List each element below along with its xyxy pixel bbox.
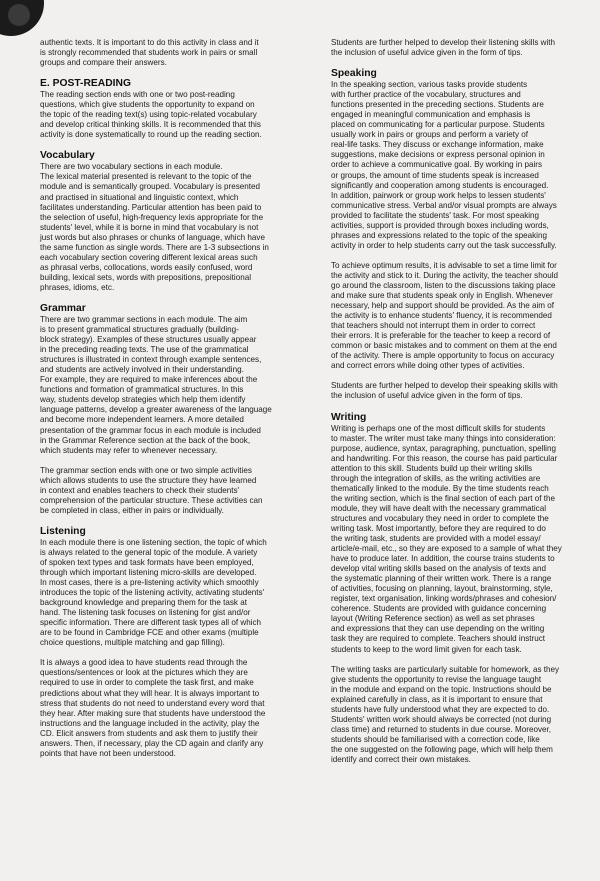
speaking-paragraph-2: To achieve optimum results, it is advisable to set a time limit for the activity and stick to it. During the activity, the teacher should go around the classroom, listen to the discussions taking place and make sure that students speak only in English. Whenever necessary, help and support should be provided. As the aim of the activity is to enhance students' fluency, it is recommended that teachers should not interrupt them in order to correct their errors. It is preferable for the teacher to keep a record of common or basic mistakes and to comment on them at the end of the activity. There is ample opportunity to focus on accuracy and correct errors while doing other types of activities.	[331, 260, 559, 371]
left-column	[40, 38, 298, 769]
vocabulary-heading: Vocabulary	[40, 150, 95, 162]
vocabulary-paragraph: There are two vocabulary sections in each module. The lexical material presented is relevant to the topic of the module and is semantically grouped. Vocabulary is presented and practised in situational and linguistic context, which facilitates understanding. Particular attention has been paid to the selection of useful, high-frequency lexis appropriate for the students' level, while it is borne in mind that vocabulary is not just words but also phrases or chunks of language, which have the same function as single words. There are 1-3 subsections in each vocabulary section covering different lexical areas such as phrasal verbs, collocations, words easily confused, word building, lexical sets, words with prepositions, prepositional phrases, idioms, etc.	[40, 162, 269, 292]
post-reading-paragraph: The reading section ends with one or two post-reading questions, which give students the opportunity to expand on the topic of the reading text(s) using topic-related vocabulary and develop critical thinking skills. It is recommended that this activity is done systematically to round up the reading section.	[40, 90, 262, 140]
speaking-heading: Speaking	[331, 68, 377, 80]
grammar-heading: Grammar	[40, 302, 86, 314]
listening-heading: Listening	[40, 525, 86, 537]
page-corner-graphic	[0, 0, 44, 36]
speaking-paragraph-3: Students are further helped to develop their speaking skills with the inclusion of useful advice given in the form of tips.	[331, 381, 558, 401]
writing-heading: Writing	[331, 411, 367, 423]
intro-paragraph: authentic texts. It is important to do this activity in class and it is strongly recommended that students work in pairs or small groups and compare their answers.	[40, 38, 259, 68]
speaking-paragraph-1: In the speaking section, various tasks provide students with further practice of the vocabulary, structures and functions presented in the preceding sections. Students are engaged in meaningful communication and emphasis is placed on communicating for a particular purpose. Students usually work in pairs or groups and perform a variety of real-life tasks. They discuss or exchange information, make suggestions, make decisions or express personal opinion in order to achieve a communicative goal. By working in pairs or groups, the amount of time students speak is increased significantly and cooperation among students is encouraged. In addition, pairwork or group work helps to lessen students' communicative stress. Verbal and/or visual prompts are always provided to facilitate the students' task. For most speaking activities, support is provided through boxes including words, phrases and expressions related to the topic of the speaking activity in order to help students carry out the task successfully.	[331, 80, 557, 250]
grammar-paragraph-2: The grammar section ends with one or two simple activities which allows students to use the structure they have learned in context and enables teachers to check their students' comprehension of the particular structure. These activities can be completed in class, either in pairs or individually.	[40, 465, 263, 515]
listening-tips-paragraph: Students are further helped to develop their listening skills with the inclusion of useful advice given in the form of tips.	[331, 38, 556, 58]
writing-paragraph-1: Writing is perhaps one of the most difficult skills for students to master. The writer must take many things into consideration: purpose, audience, syntax, paragraphing, punctuation, spelling and handwriting. For this reason, the course has paid particular attention to this skill. Students build up their writing skills through the integration of skills, as the writing activities are thematically linked to the module. By the time students reach the writing section, which is the final section of each part of the module, they will have dealt with the necessary grammatical structures and vocabulary they need in order to complete the writing task. Most importantly, before they are required to do the writing task, students are provided with a model essay/ article/e-mail, etc., so they are exposed to a sample of what they have to produce later. In addition, the course trains students to develop vital writing skills based on the analysis of texts and the systematic planning of their written work. There is a range of activities, focusing on planning, layout, brainstorming, style, register, text organisation, linking words/phrases and cohesion/ coherence. Students are provided with guidance concerning layout (Writing Reference section) as well as set phrases and expressions that they can use depending on the writing task they are required to complete. Teachers should instruct students to keep to the word limit given for each task.	[331, 423, 562, 654]
post-reading-heading: E. POST-READING	[40, 78, 131, 90]
writing-paragraph-2: The writing tasks are particularly suitable for homework, as they give students the opportunity to revise the language taught in the module and expand on the topic. Instructions should be explained carefully in class, as it is important to ensure that students have fully understood what they are expected to do. Students' written work should always be corrected (not during class time) and returned to students in due course. Moreover, students should be familiarised with a correction code, like the one suggested on the following page, which will help them identify and correct their own mistakes.	[331, 664, 560, 764]
listening-paragraph-1: In each module there is one listening section, the topic of which is always related to the general topic of the module. A variety of spoken text types and task formats have been employed, through which important listening micro-skills are developed. In most cases, there is a pre-listening activity which smoothly introduces the topic of the listening activity, activating students' background knowledge and preparing them for the task at hand. The listening task focuses on listening for gist and/or specific information. There are different task types all of which are to be found in Cambridge FCE and other exams (multiple choice questions, multiple matching and gap filling).	[40, 537, 267, 648]
listening-paragraph-2: It is always a good idea to have students read through the questions/sentences or look at the pictures which they are required to use in order to complete the task first, and make predictions about what they will hear. It is always important to stress that students do not need to understand every word that they hear. After making sure that students have understood the instructions and the language included in the activity, play the CD. Elicit answers from students and ask them to justify their answers. Then, if necessary, play the CD again and clarify any points that have not been understood.	[40, 658, 266, 758]
grammar-paragraph-1: There are two grammar sections in each module. The aim is to present grammatical structures gradually (building- block strategy). Examples of these structures usually appear in the preceding reading texts. The use of the grammatical structures is illustrated in context through example sentences, and students are actively involved in their understanding. For example, they are required to make inferences about the functions and formation of grammatical structures. In this way, students develop strategies which help them identify language patterns, develop a greater awareness of the language and become more independent learners. A more detailed presentation of the grammar focus in each module is included in the Grammar Reference section at the back of the book, which students may refer to whenever necessary.	[40, 314, 272, 455]
right-column	[331, 38, 591, 775]
